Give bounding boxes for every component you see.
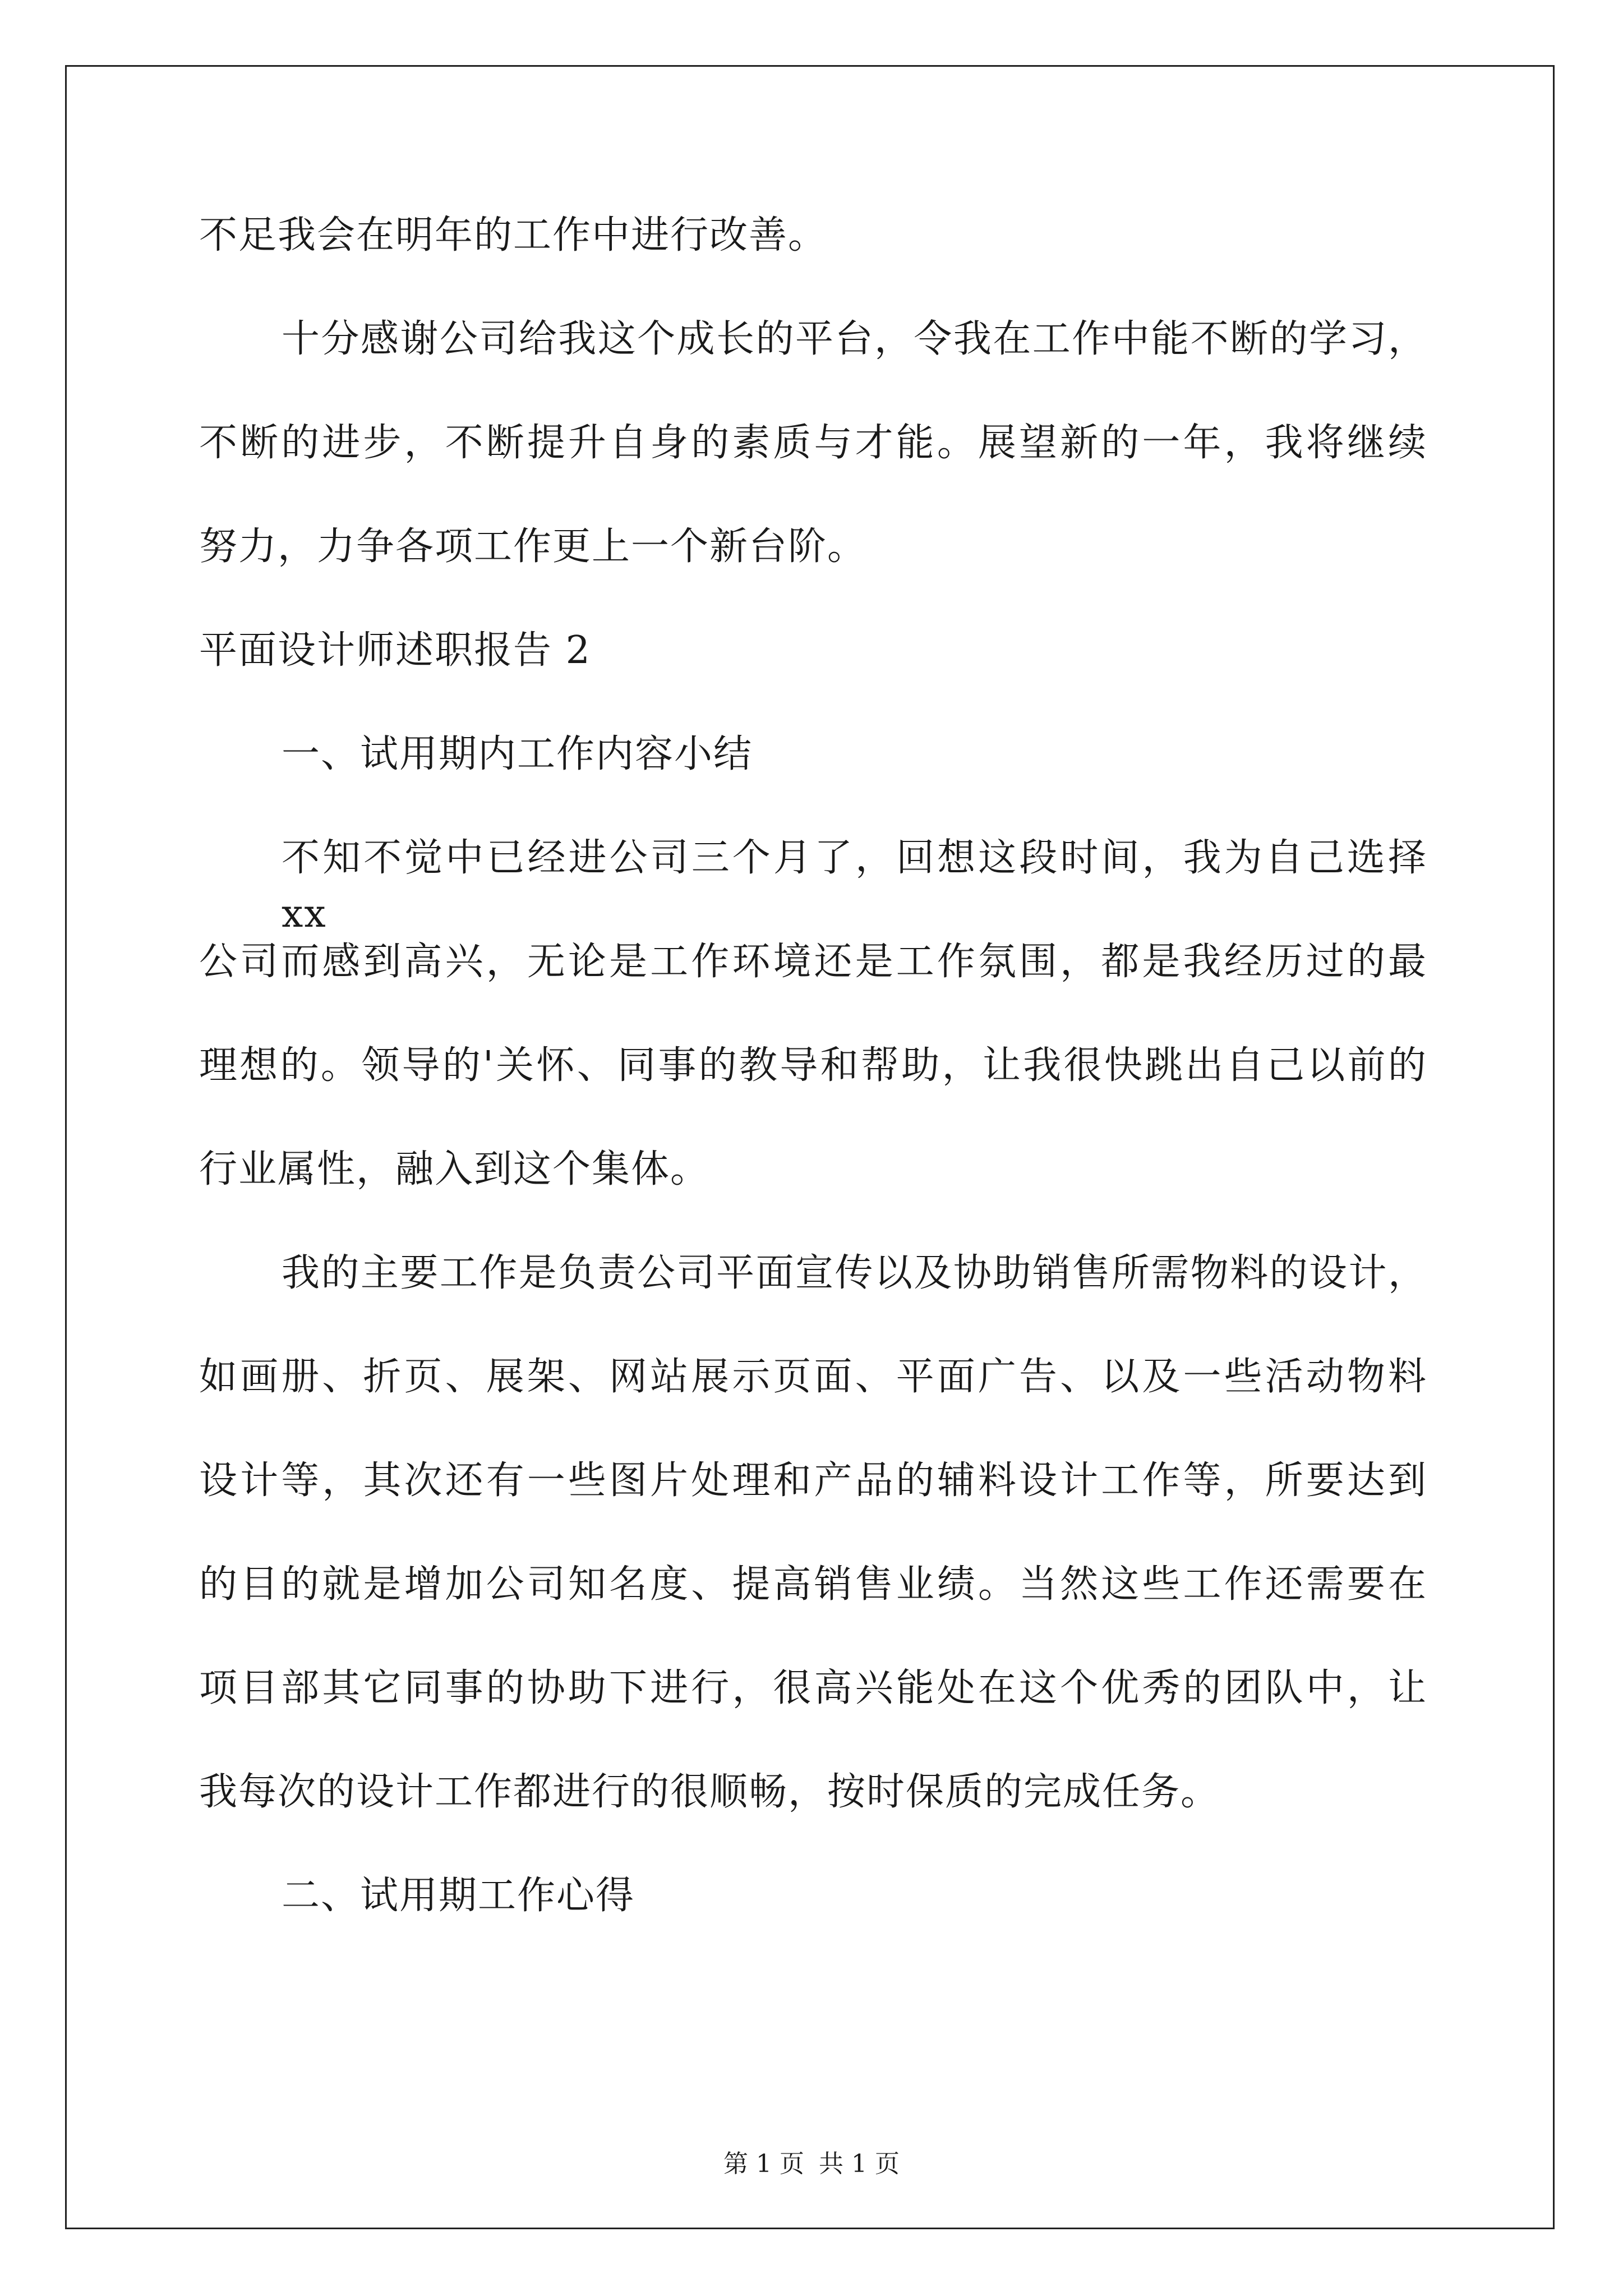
subsection-heading: 二、试用期工作心得: [282, 1874, 635, 1918]
paragraph-line: 设计等，其次还有一些图片处理和产品的辅料设计工作等，所要达到: [199, 1458, 1427, 1503]
paragraph-line: 不知不觉中已经进公司三个月了，回想这段时间，我为自己选择 xx: [282, 836, 1427, 936]
paragraph-line: 项目部其它同事的协助下进行，很高兴能处在这个优秀的团队中，让: [199, 1666, 1427, 1710]
paragraph-line: 我的主要工作是负责公司平面宣传以及协助销售所需物料的设计，: [282, 1251, 1427, 1295]
paragraph-line: 公司而感到高兴，无论是工作环境还是工作氛围，都是我经历过的最: [199, 940, 1427, 984]
page-total: 共 1 页: [819, 2150, 900, 2178]
paragraph-line: 我每次的设计工作都进行的很顺畅，按时保质的完成任务。: [199, 1770, 1220, 1814]
paragraph-line: 行业属性，融入到这个集体。: [199, 1147, 710, 1191]
paragraph-line: 的目的就是增加公司知名度、提高销售业绩。当然这些工作还需要在: [199, 1562, 1427, 1607]
paragraph-line: 不断的进步，不断提升自身的素质与才能。展望新的一年，我将继续: [199, 421, 1427, 465]
page-footer: [0, 2147, 1623, 2181]
paragraph-line: 努力，力争各项工作更上一个新台阶。: [199, 524, 867, 569]
section-heading: 平面设计师述职报告 2: [199, 628, 591, 673]
subsection-heading: 一、试用期内工作内容小结: [282, 732, 753, 776]
page-number: 第 1 页: [723, 2150, 804, 2178]
paragraph-line: 理想的。领导的'关怀、同事的教导和帮助，让我很快跳出自己以前的: [199, 1043, 1427, 1088]
paragraph-line: 不足我会在明年的工作中进行改善。: [199, 213, 828, 257]
paragraph-line: 如画册、折页、展架、网站展示页面、平面广告、以及一些活动物料: [199, 1355, 1427, 1399]
paragraph-line: 十分感谢公司给我这个成长的平台，令我在工作中能不断的学习，: [282, 317, 1427, 361]
